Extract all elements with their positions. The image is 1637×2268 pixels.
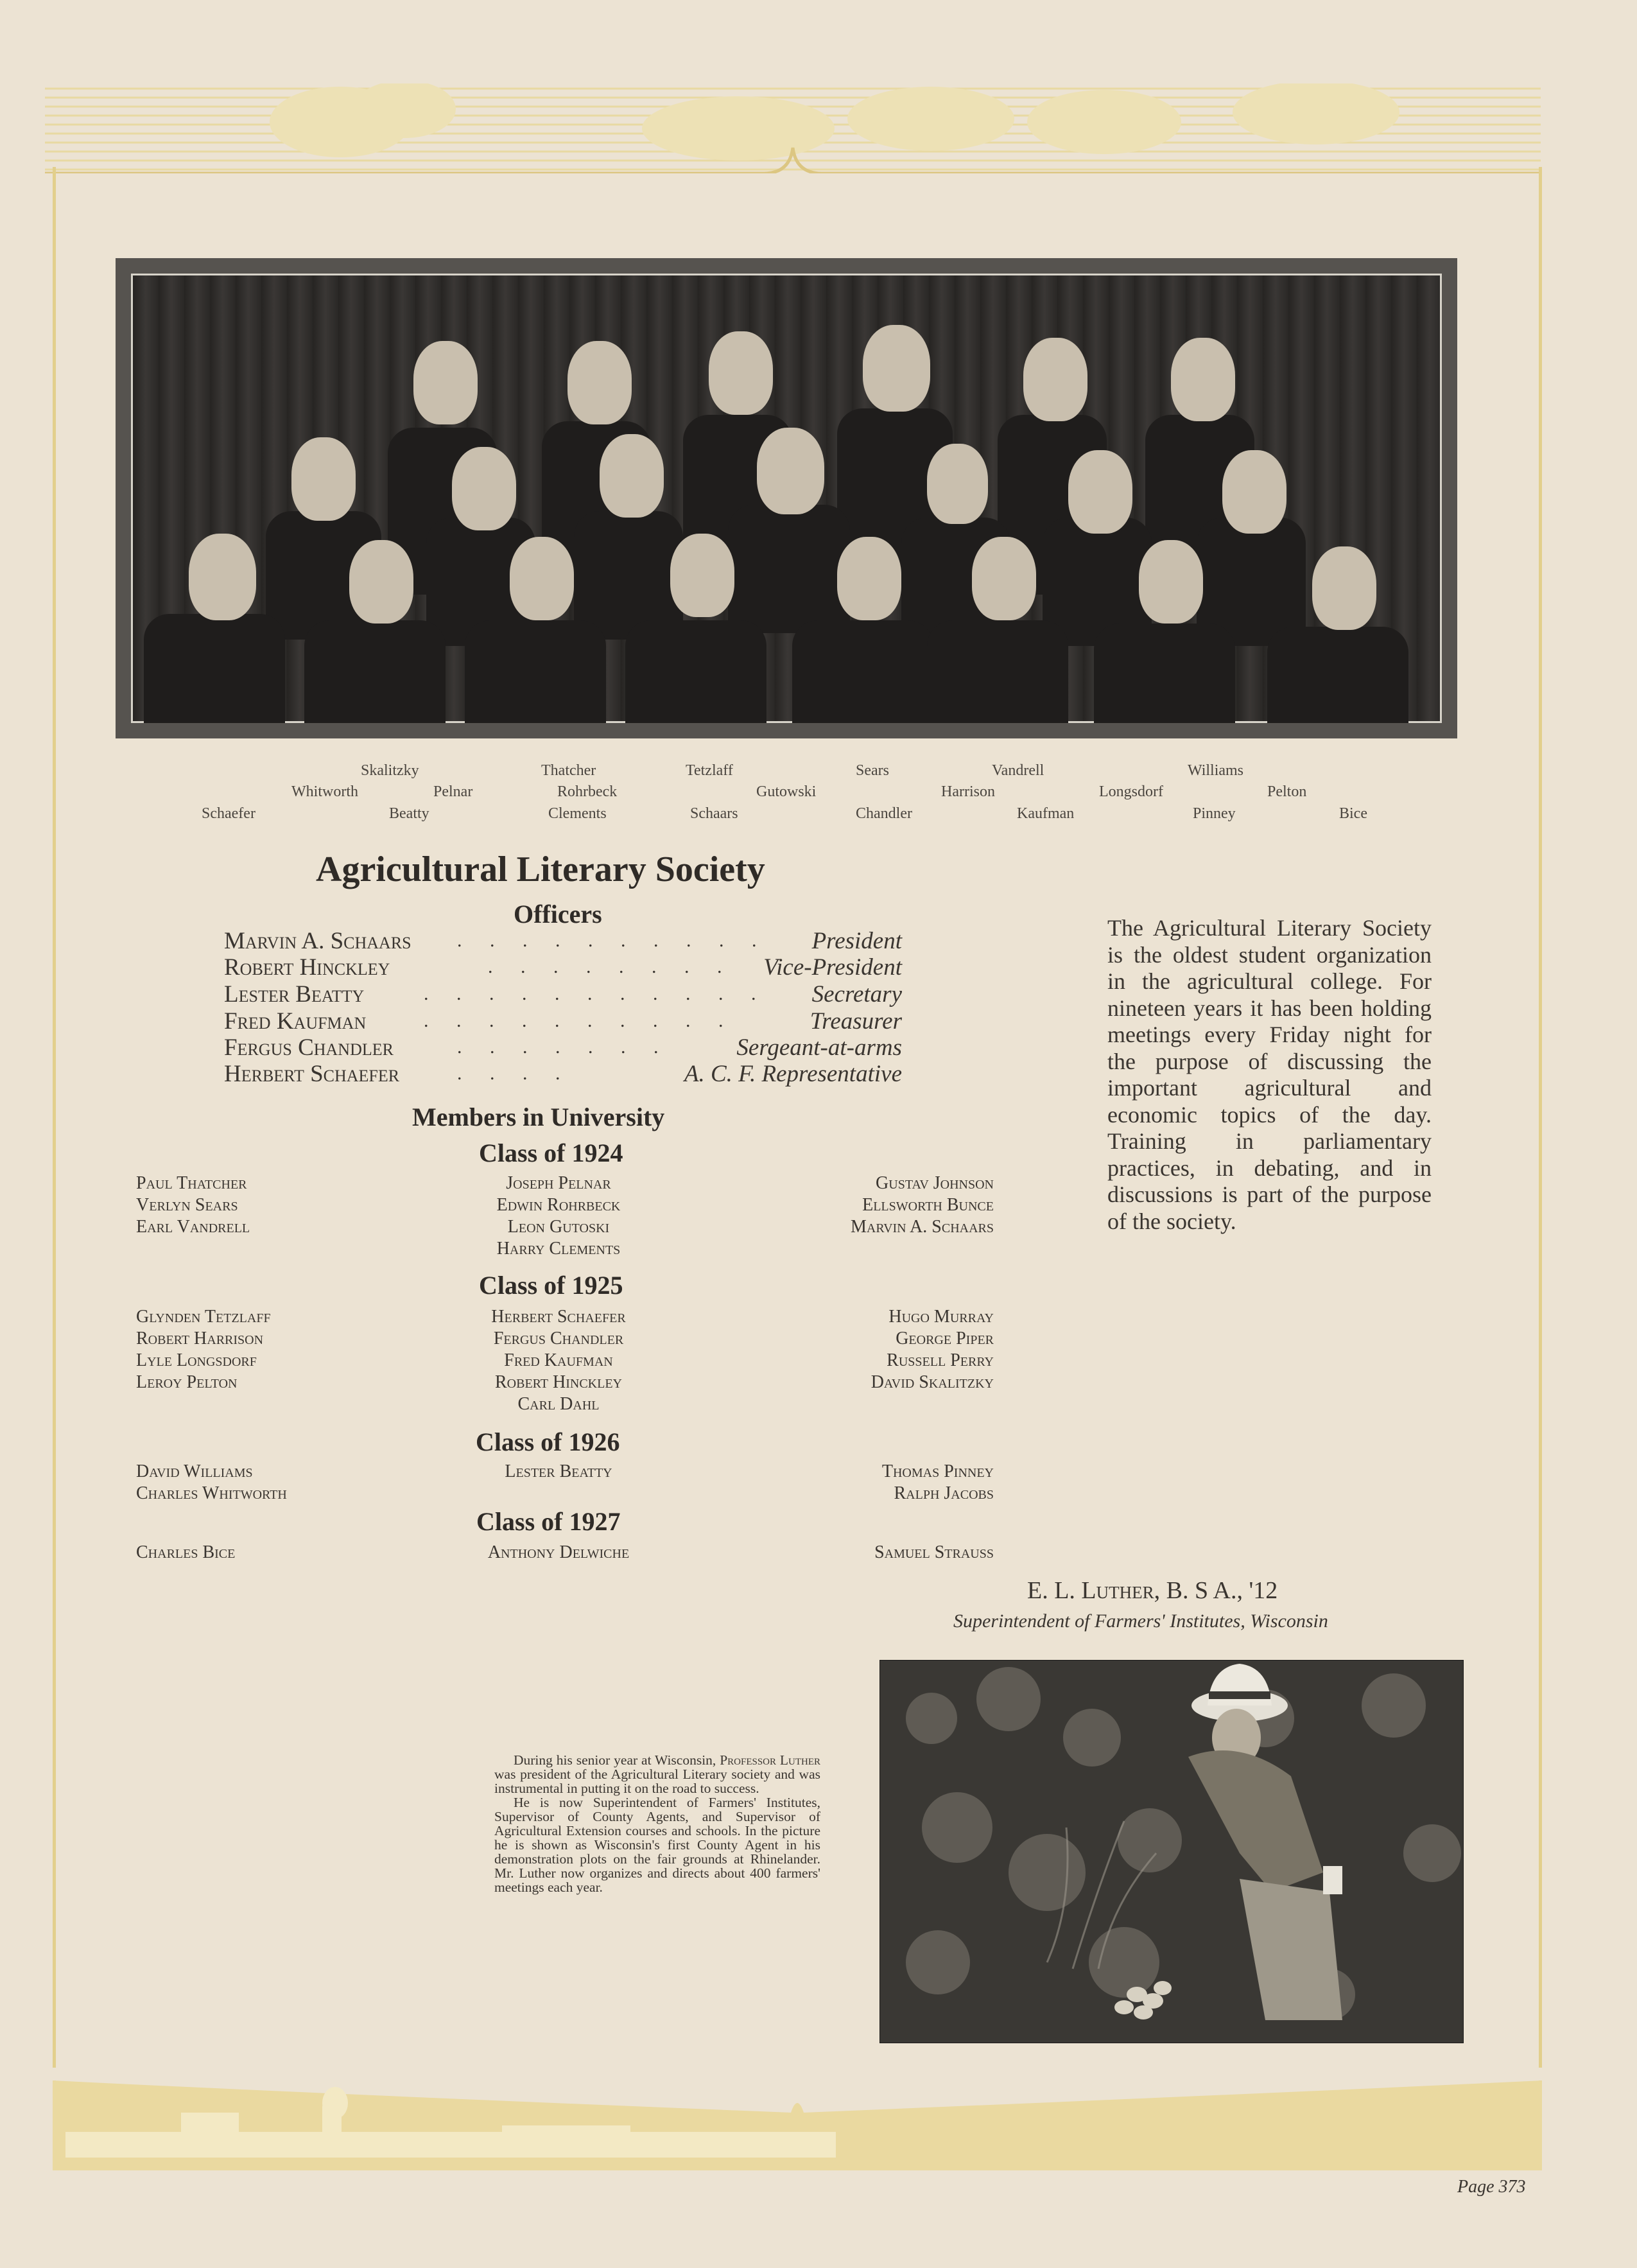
luther-caption: During his senior year at Wisconsin, Professor Luther was president of the Agricultural Literary society and was instrumental in putting it on the road to success. He is now Superintendent of Farmers' Institutes, Supervisor of County Agents, and Supervisor of Agricultural Extension courses and schools. In the picture he is shown as Wisconsin's first County Agent in his demonstration plots on the fair grounds at Rhinelander. Mr. Luther now organizes and directs about 400 farmers' meetings each year. xyxy=(494,1752,821,1895)
class-heading: Class of 1927 xyxy=(476,1507,621,1536)
member-column-left: David Williams Charles Whitworth xyxy=(136,1461,287,1503)
member-column-center: Anthony Delwiche xyxy=(487,1542,630,1562)
caption-name: Vandrell xyxy=(992,762,1044,779)
member-column-right: Gustav Johnson Ellsworth Bunce Marvin A. Schaars xyxy=(850,1173,994,1237)
members-heading: Members in University xyxy=(412,1103,665,1131)
luther-field-photo xyxy=(879,1660,1464,2043)
leader-dots: . . . . . . . . . . xyxy=(457,930,768,951)
officers-heading: Officers xyxy=(514,900,602,929)
member-column-right: Hugo Murray George Piper Russell Perry David Skalitzky xyxy=(870,1307,994,1392)
caption-name: Beatty xyxy=(389,805,429,822)
officer-name: Herbert Schaefer xyxy=(224,1061,400,1087)
officer-role: Treasurer xyxy=(810,1008,902,1034)
officer-role: Vice-President xyxy=(763,954,902,981)
class-heading: Class of 1926 xyxy=(476,1427,620,1456)
caption-name: Chandler xyxy=(856,805,912,822)
caption-name: Sears xyxy=(856,762,889,779)
page-number: Page 373 xyxy=(1457,2177,1526,2197)
member-column-center: Herbert Schaefer Fergus Chandler Fred Kaufman Robert Hinckley Carl Dahl xyxy=(491,1307,626,1414)
caption-name: Pinney xyxy=(1193,805,1236,822)
caption-name: Whitworth xyxy=(291,783,358,800)
page-title: Agricultural Literary Society xyxy=(316,850,765,889)
group-photo xyxy=(116,258,1457,738)
leader-dots: . . . . . . . . . . . xyxy=(424,983,768,1004)
caption-name: Pelton xyxy=(1267,783,1307,800)
bottom-skyline-border xyxy=(53,2068,1542,2170)
leader-dots: . . . . . . . xyxy=(457,1036,670,1058)
caption-name: Rohrbeck xyxy=(557,783,618,800)
officer-name: Robert Hinckley xyxy=(224,954,390,981)
caption-name: Kaufman xyxy=(1017,805,1075,822)
caption-name: Clements xyxy=(548,805,607,822)
member-column-center: Lester Beatty xyxy=(505,1461,612,1481)
caption-name: Tetzlaff xyxy=(686,762,733,779)
caption-name: Gutowski xyxy=(756,783,817,800)
officer-name: Fergus Chandler xyxy=(224,1034,394,1061)
caption-name: Williams xyxy=(1188,762,1244,779)
officer-name: Marvin A. Schaars xyxy=(224,928,411,954)
society-description: The Agricultural Literary Society is the oldest student organization in the agricultural college. For nineteen years it has been holding meetings every Friday night for the purpose of discussing the important agricultural and economic topics of the day. Training in parliamentary practices, in debating, and in discussions is part of the purpose of the society. xyxy=(1107,915,1432,1234)
officer-role: Sergeant-at-arms xyxy=(736,1034,902,1061)
member-column-right: Samuel Strauss xyxy=(874,1542,994,1562)
caption-name: Schaars xyxy=(690,805,738,822)
caption-name: Longsdorf xyxy=(1099,783,1163,800)
luther-name: E. L. Luther, B. S A., '12 xyxy=(1027,1577,1278,1604)
officer-role: A. C. F. Representative xyxy=(684,1061,902,1087)
member-column-left: Charles Bice xyxy=(136,1542,236,1562)
luther-title: Superintendent of Farmers' Institutes, Wisconsin xyxy=(953,1610,1328,1632)
officer-name: Lester Beatty xyxy=(224,981,365,1008)
caption-name: Skalitzky xyxy=(361,762,419,779)
caption-name: Bice xyxy=(1339,805,1367,822)
caption-name: Thatcher xyxy=(541,762,596,779)
officer-name: Fred Kaufman xyxy=(224,1008,367,1034)
leader-dots: . . . . xyxy=(457,1063,572,1084)
member-column-left: Paul Thatcher Verlyn Sears Earl Vandrell xyxy=(136,1173,250,1237)
member-column-right: Thomas Pinney Ralph Jacobs xyxy=(881,1461,994,1503)
member-column-left: Glynden Tetzlaff Robert Harrison Lyle Longsdorf Leroy Pelton xyxy=(136,1307,271,1392)
caption-name: Schaefer xyxy=(202,805,256,822)
leader-dots: . . . . . . . . xyxy=(488,956,734,977)
member-column-center: Joseph Pelnar Edwin Rohrbeck Leon Gutoski Harry Clements xyxy=(496,1173,621,1259)
caption-name: Harrison xyxy=(941,783,995,800)
leader-dots: . . . . . . . . . . xyxy=(424,1010,735,1031)
class-heading: Class of 1925 xyxy=(479,1271,623,1300)
officer-role: President xyxy=(811,928,902,954)
class-heading: Class of 1924 xyxy=(479,1138,623,1167)
officer-role: Secretary xyxy=(811,981,902,1008)
caption-name: Pelnar xyxy=(433,783,473,800)
